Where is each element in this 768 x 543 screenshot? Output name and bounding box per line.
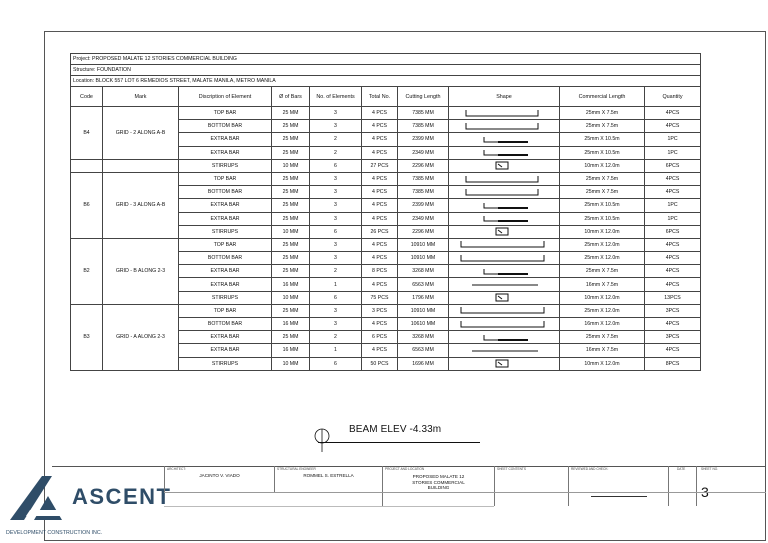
bar-shape <box>449 212 560 225</box>
bar-shape <box>449 331 560 344</box>
bar-hooks-shape-icon <box>458 174 550 185</box>
cell-commercial: 25mm X 10.5m <box>560 212 645 225</box>
cell-commercial: 25mm X 7.5m <box>560 172 645 185</box>
bar-shape <box>449 146 560 159</box>
bar-straight-shape-icon <box>458 279 550 290</box>
bar-hooks-long-shape-icon <box>458 319 550 330</box>
cell-elements: 6 <box>310 159 362 172</box>
date-box <box>668 466 696 506</box>
section-marker-icon <box>300 425 340 455</box>
stirrup-shape-icon <box>458 358 550 369</box>
bar-shape <box>449 304 560 317</box>
cell-cut: 7385 MM <box>398 186 449 199</box>
cell-elements: 3 <box>310 318 362 331</box>
cell-cut: 7385 MM <box>398 107 449 120</box>
cell-cut: 6563 MM <box>398 278 449 291</box>
cell-cut: 2349 MM <box>398 146 449 159</box>
cell-dia: 25 MM <box>272 199 310 212</box>
cell-element: TOP BAR <box>179 304 272 317</box>
cell-cut: 10910 MM <box>398 304 449 317</box>
cell-total: 4 PCS <box>362 278 398 291</box>
beam-code: B4 <box>71 107 103 160</box>
cell-element: EXTRA BAR <box>179 199 272 212</box>
cell-qty: 4PCS <box>645 172 701 185</box>
bar-shape <box>449 238 560 251</box>
cell-dia: 10 MM <box>272 291 310 304</box>
stirrup-shape-icon <box>458 226 550 237</box>
bar-shape <box>449 357 560 370</box>
cell-elements: 3 <box>310 186 362 199</box>
bar-hook-left-shape-icon <box>458 213 550 224</box>
title-block-divider <box>164 492 766 493</box>
cell-element: TOP BAR <box>179 238 272 251</box>
cell-element: BOTTOM BAR <box>179 120 272 133</box>
cell-commercial: 25mm X 10.5m <box>560 133 645 146</box>
cell-total: 75 PCS <box>362 291 398 304</box>
cell-dia: 10 MM <box>272 357 310 370</box>
table-row <box>71 172 701 185</box>
cell-total: 4 PCS <box>362 238 398 251</box>
cell-elements: 3 <box>310 172 362 185</box>
bar-hooks-shape-icon <box>458 121 550 132</box>
cell-qty: 4PCS <box>645 344 701 357</box>
bar-hook-left-shape-icon <box>458 332 550 343</box>
cell-elements: 1 <box>310 278 362 291</box>
company-subtitle: DEVELOPMENT CONSTRUCTION INC. <box>6 530 103 536</box>
cell-dia: 25 MM <box>272 304 310 317</box>
table-row <box>71 238 701 251</box>
cell-cut: 1696 MM <box>398 357 449 370</box>
cell-qty: 1PC <box>645 212 701 225</box>
cell-element: STIRRUPS <box>179 291 272 304</box>
bar-straight-shape-icon <box>458 345 550 356</box>
cell-commercial: 10mm X 12.0m <box>560 357 645 370</box>
beam-mark: GRID - A ALONG 2-3 <box>103 304 179 370</box>
cell-commercial: 25mm X 12.0m <box>560 252 645 265</box>
cell-element: BOTTOM BAR <box>179 252 272 265</box>
bar-shape <box>449 344 560 357</box>
bar-shape <box>449 278 560 291</box>
cell-commercial: 25mm X 7.5m <box>560 120 645 133</box>
architect-label: ARCHITECT: <box>167 467 186 471</box>
cell-cut: 6563 MM <box>398 344 449 357</box>
cell-dia: 25 MM <box>272 133 310 146</box>
engineer-label: STRUCTURAL ENGINEER <box>277 467 316 471</box>
cell-total: 8 PCS <box>362 265 398 278</box>
cell-cut: 1796 MM <box>398 291 449 304</box>
cell-total: 4 PCS <box>362 186 398 199</box>
cell-cut: 2296 MM <box>398 159 449 172</box>
column-header: Discription of Element <box>179 87 272 107</box>
cell-element: EXTRA BAR <box>179 331 272 344</box>
cell-cut: 2296 MM <box>398 225 449 238</box>
cell-elements: 3 <box>310 107 362 120</box>
stirrup-shape-icon <box>458 160 550 171</box>
bar-hooks-shape-icon <box>458 108 550 119</box>
bar-hook-left-shape-icon <box>458 266 550 277</box>
cell-total: 50 PCS <box>362 357 398 370</box>
cell-elements: 3 <box>310 120 362 133</box>
cell-commercial: 10mm X 12.0m <box>560 225 645 238</box>
cell-cut: 10610 MM <box>398 318 449 331</box>
beam-mark: GRID - 3 ALONG A-B <box>103 172 179 238</box>
bar-shape <box>449 318 560 331</box>
cell-cut: 3268 MM <box>398 265 449 278</box>
review-label: REVIEWED AND CHECK: <box>571 467 609 471</box>
cell-commercial: 25mm X 12.0m <box>560 304 645 317</box>
cell-commercial: 25mm X 7.5m <box>560 331 645 344</box>
sheet-number-label: SHEET NO. <box>701 467 719 471</box>
cell-element: EXTRA BAR <box>179 133 272 146</box>
cell-dia: 16 MM <box>272 318 310 331</box>
cell-qty: 4PCS <box>645 107 701 120</box>
date-label: DATE <box>677 467 686 471</box>
bar-hook-left-shape-icon <box>458 200 550 211</box>
cell-qty: 4PCS <box>645 265 701 278</box>
cell-dia: 25 MM <box>272 172 310 185</box>
bar-hooks-shape-icon <box>458 187 550 198</box>
cell-cut: 7385 MM <box>398 120 449 133</box>
cell-qty: 1PC <box>645 133 701 146</box>
column-header: Cutting Length <box>398 87 449 107</box>
cell-qty: 1PC <box>645 146 701 159</box>
bar-shape <box>449 291 560 304</box>
cell-total: 4 PCS <box>362 318 398 331</box>
cell-elements: 3 <box>310 238 362 251</box>
cell-total: 4 PCS <box>362 199 398 212</box>
sheet-contents-label: SHEET CONTENTS <box>497 467 526 471</box>
cell-element: EXTRA BAR <box>179 278 272 291</box>
cell-dia: 25 MM <box>272 252 310 265</box>
cell-commercial: 16mm X 12.0m <box>560 318 645 331</box>
cell-element: EXTRA BAR <box>179 344 272 357</box>
cell-element: STIRRUPS <box>179 225 272 238</box>
bar-hooks-long-shape-icon <box>458 253 550 264</box>
bar-schedule-table <box>70 53 701 371</box>
elevation-label: BEAM ELEV -4.33m <box>349 424 442 435</box>
cell-dia: 25 MM <box>272 107 310 120</box>
table-row <box>71 304 701 317</box>
cell-cut: 7385 MM <box>398 172 449 185</box>
cell-dia: 16 MM <box>272 344 310 357</box>
bar-shape <box>449 120 560 133</box>
cell-qty: 1PC <box>645 199 701 212</box>
structure-line: Structure: FOUNDATION <box>71 65 701 76</box>
cell-elements: 2 <box>310 331 362 344</box>
cell-elements: 6 <box>310 291 362 304</box>
bar-shape <box>449 107 560 120</box>
bar-shape <box>449 186 560 199</box>
cell-qty: 4PCS <box>645 120 701 133</box>
cell-total: 4 PCS <box>362 172 398 185</box>
cell-total: 4 PCS <box>362 344 398 357</box>
beam-code: B2 <box>71 238 103 304</box>
cell-element: STIRRUPS <box>179 159 272 172</box>
bar-shape <box>449 252 560 265</box>
cell-cut: 2349 MM <box>398 212 449 225</box>
cell-total: 26 PCS <box>362 225 398 238</box>
cell-elements: 3 <box>310 252 362 265</box>
sheet-contents-box <box>494 466 568 506</box>
cell-elements: 2 <box>310 133 362 146</box>
project-box <box>382 466 494 506</box>
project-label: PROJECT AND LOCATION <box>385 467 425 471</box>
column-header: No. of Elements <box>310 87 362 107</box>
elevation-underline <box>318 442 480 443</box>
cell-commercial: 10mm X 12.0m <box>560 291 645 304</box>
cell-element: BOTTOM BAR <box>179 186 272 199</box>
cell-qty: 13PCS <box>645 291 701 304</box>
beam-mark: GRID - B ALONG 2-3 <box>103 238 179 304</box>
beam-mark: GRID - 2 ALONG A-B <box>103 107 179 160</box>
column-header: Quantity <box>645 87 701 107</box>
architect-box <box>164 466 274 492</box>
cell-qty: 6PCS <box>645 225 701 238</box>
column-header: Mark <box>103 87 179 107</box>
beam-code: B6 <box>71 172 103 238</box>
engineer-box <box>274 466 382 492</box>
bar-hooks-long-shape-icon <box>458 305 550 316</box>
cell-total: 3 PCS <box>362 304 398 317</box>
cell-qty: 3PCS <box>645 331 701 344</box>
cell-cut: 2399 MM <box>398 133 449 146</box>
cell-dia: 16 MM <box>272 278 310 291</box>
cell-qty: 4PCS <box>645 238 701 251</box>
cell-qty: 4PCS <box>645 252 701 265</box>
cell-dia: 25 MM <box>272 265 310 278</box>
cell-element: EXTRA BAR <box>179 212 272 225</box>
cell-dia: 25 MM <box>272 331 310 344</box>
stirrup-shape-icon <box>458 292 550 303</box>
cell-elements: 2 <box>310 146 362 159</box>
column-header: Total No. <box>362 87 398 107</box>
cell-elements: 1 <box>310 344 362 357</box>
cell-dia: 10 MM <box>272 225 310 238</box>
cell-commercial: 25mm X 12.0m <box>560 238 645 251</box>
cell-cut: 10910 MM <box>398 238 449 251</box>
column-header: Shape <box>449 87 560 107</box>
bar-shape <box>449 199 560 212</box>
bar-hook-left-shape-icon <box>458 134 550 145</box>
cell-qty: 4PCS <box>645 186 701 199</box>
cell-total: 4 PCS <box>362 146 398 159</box>
location-line: Location: BLOCK 557 LOT 6 REMEDIOS STREET, MALATE MANILA, METRO MANILA <box>71 76 701 87</box>
project-line: Project: PROPOSED MALATE 12 STORIES COMMERCIAL BUILDING <box>71 54 701 65</box>
cell-total: 4 PCS <box>362 120 398 133</box>
cell-dia: 25 MM <box>272 238 310 251</box>
bar-shape <box>449 133 560 146</box>
cell-total: 27 PCS <box>362 159 398 172</box>
cell-total: 4 PCS <box>362 252 398 265</box>
cell-qty: 4PCS <box>645 318 701 331</box>
cell-commercial: 16mm X 7.5m <box>560 344 645 357</box>
table-row <box>71 159 701 172</box>
cell-commercial: 25mm X 7.5m <box>560 107 645 120</box>
cell-total: 4 PCS <box>362 107 398 120</box>
cell-commercial: 25mm X 7.5m <box>560 186 645 199</box>
company-name: ASCENT <box>72 484 172 509</box>
cell-dia: 25 MM <box>272 146 310 159</box>
cell-qty: 6PCS <box>645 159 701 172</box>
cell-elements: 6 <box>310 357 362 370</box>
cell-elements: 3 <box>310 212 362 225</box>
cell-cut: 2399 MM <box>398 199 449 212</box>
cell-qty: 8PCS <box>645 357 701 370</box>
column-header: Code <box>71 87 103 107</box>
title-block-divider-2 <box>164 506 494 507</box>
cell-element: TOP BAR <box>179 172 272 185</box>
bar-shape <box>449 265 560 278</box>
bar-hook-left-shape-icon <box>458 147 550 158</box>
cell-element: BOTTOM BAR <box>179 318 272 331</box>
bar-hooks-long-shape-icon <box>458 239 550 250</box>
cell-total: 6 PCS <box>362 331 398 344</box>
cell-qty: 4PCS <box>645 278 701 291</box>
cell-elements: 2 <box>310 265 362 278</box>
cell-commercial: 25mm X 7.5m <box>560 265 645 278</box>
project-name: PROPOSED MALATE 12 STORIES COMMERCIAL BUILDING <box>412 474 465 491</box>
cell-qty: 3PCS <box>645 304 701 317</box>
cell-commercial: 25mm X 10.5m <box>560 199 645 212</box>
review-box <box>568 466 668 506</box>
cell-element: EXTRA BAR <box>179 265 272 278</box>
cell-elements: 3 <box>310 304 362 317</box>
cell-commercial: 10mm X 12.0m <box>560 159 645 172</box>
cell-element: STIRRUPS <box>179 357 272 370</box>
cell-dia: 25 MM <box>272 186 310 199</box>
table-row <box>71 107 701 120</box>
beam-code: B3 <box>71 304 103 370</box>
column-header: Ø of Bars <box>272 87 310 107</box>
bar-shape <box>449 225 560 238</box>
engineer-name: ROMMEL S. ESTRELLA <box>303 473 354 478</box>
cell-commercial: 25mm X 10.5m <box>560 146 645 159</box>
cell-elements: 3 <box>310 199 362 212</box>
beam-code <box>71 159 103 172</box>
cell-dia: 25 MM <box>272 212 310 225</box>
cell-element: EXTRA BAR <box>179 146 272 159</box>
review-signature-line <box>591 496 647 497</box>
cell-commercial: 16mm X 7.5m <box>560 278 645 291</box>
cell-elements: 6 <box>310 225 362 238</box>
bar-shape <box>449 172 560 185</box>
cell-element: TOP BAR <box>179 107 272 120</box>
cell-cut: 10910 MM <box>398 252 449 265</box>
column-header-row <box>71 87 701 107</box>
sheet-number: 3 <box>701 484 709 500</box>
cell-dia: 25 MM <box>272 120 310 133</box>
beam-mark <box>103 159 179 172</box>
cell-dia: 10 MM <box>272 159 310 172</box>
cell-total: 4 PCS <box>362 133 398 146</box>
column-header: Commercial Length <box>560 87 645 107</box>
cell-cut: 3268 MM <box>398 331 449 344</box>
architect-name: JACINTO V. VIADO <box>199 473 240 478</box>
bar-shape <box>449 159 560 172</box>
cell-total: 4 PCS <box>362 212 398 225</box>
